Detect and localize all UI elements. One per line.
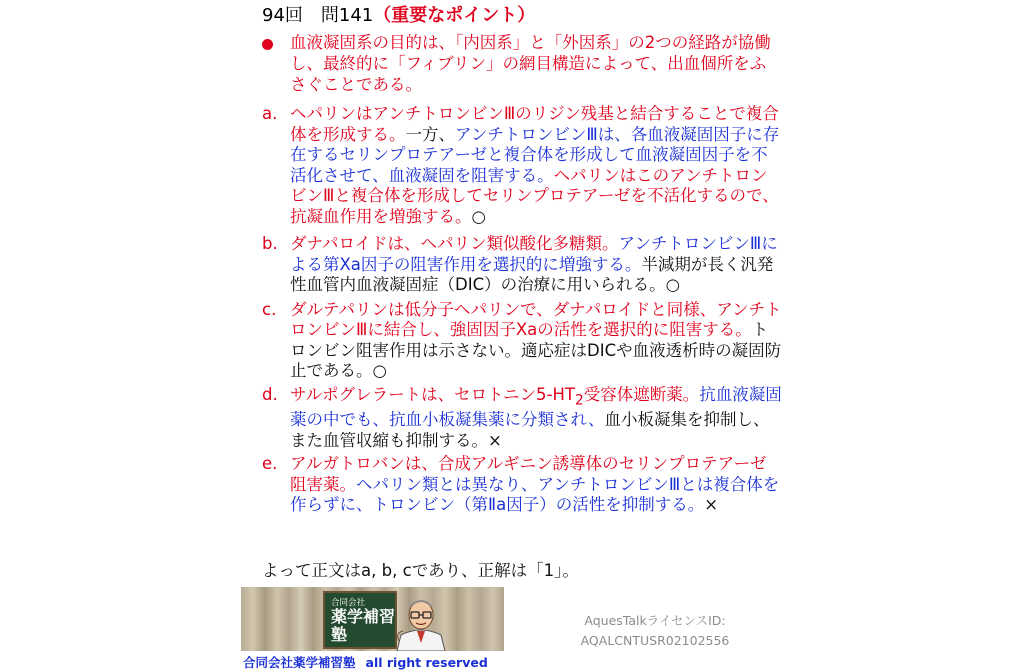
item-d-text-1b: 受容体遮断薬。 [583,384,700,404]
item-e-label: e. [262,454,278,474]
item-d-text-3: 血小板凝集を抑制し、また血管収縮も抑制する。 [290,410,770,450]
summary-bullet [262,32,782,95]
summary-text: 血液凝固系の目的は、「内因系」と「外因系」の2つの経路が協働し、最終的に「フィブリン」の網目構造によって、出血個所をふさぐことである。 [290,33,771,94]
item-c [262,300,782,382]
item-b-text-2: アンチトロンビンⅢによる第Ⅹa因子の阻害作用を選択的に増強する。 [290,234,778,274]
keypoint-label: （重要なポイント） [373,5,536,26]
board-small-text: 合同会社 [331,598,366,608]
item-a-text-4: ヘパリンはこのアンチトロンビンⅢと複合体を形成してセリンプロテアーゼを不活化するので、抗凝血作用を増強する。 [290,165,779,226]
item-b-text-1: ダナパロイドは、ヘパリン類似酸化多糖類。 [290,234,619,253]
copyright-footer [243,653,488,671]
item-d-label: d. [262,384,278,404]
item-b [262,234,782,296]
item-d [262,385,782,452]
item-e-text-1: アルガトロバンは、合成アルギニン誘導体のセリンプロテアーゼ阻害薬。 [290,454,767,494]
item-e-verdict: × [704,495,719,515]
item-e [262,454,782,516]
item-a-label: a. [262,104,278,123]
license-id: AQALCNTUSR02102556 [580,633,730,648]
item-a [262,104,782,227]
question-number: 94回 問141 [262,5,374,26]
item-c-label: c. [262,299,277,319]
item-b-body [290,234,782,296]
item-d-body [290,385,782,452]
school-banner-image [241,587,504,651]
item-e-text-2: ヘパリン類とは異なり、アンチトロンビンⅢとは複合体を作らずに、トロンビン（第Ⅱa因子）の活性を抑制する。 [290,474,780,515]
item-a-text-3: アンチトロンビンⅢは、各血液凝固因子に存在するセリンプロテアーゼと複合体を形成して血液凝固因子を不活化させて、血液凝固を阻害する。 [290,124,780,185]
item-c-body [290,300,782,382]
item-b-label: b. [262,234,278,253]
item-d-subscript: 2 [574,391,584,408]
teacher-illustration-icon [391,591,451,651]
aquestalk-license [560,611,750,651]
item-a-text-2: 一方、 [405,124,455,144]
item-d-text-1a: サルポグレラートは、セロトニン5-HT [290,384,575,404]
license-label: AquesTalkライセンスID: [584,613,726,628]
item-c-text-2: トロンビン阻害作用は示さない。適応症はDICや血液透析時の凝固防止である。 [290,320,782,380]
item-d-verdict: × [488,430,502,450]
bullet-dot-icon [262,39,273,50]
page-title [262,4,535,28]
item-c-verdict: ○ [372,361,387,380]
item-a-text-1: ヘパリンはアンチトロンビンⅢのリジン残基と結合することで複合体を形成する。 [290,104,779,144]
item-c-text-1: ダルテパリンは低分子ヘパリンで、ダナパロイドと同様、アンチトロンビンⅢに結合し、強固因子Ⅹaの活性を選択的に阻害する。 [290,299,782,339]
board-large-text: 薬学補習塾 [331,607,396,644]
item-b-text-3: 半減期が長く汎発性血管内血液凝固症（DIC）の治療に用いられる。 [290,254,774,294]
rights-text: all right reserved [365,655,488,670]
item-e-body [290,454,782,516]
company-name: 合同会社薬学補習塾 [243,655,356,670]
item-b-verdict: ○ [665,275,680,294]
item-a-body [290,104,782,227]
item-a-verdict: ○ [471,206,486,226]
chalkboard-sign [323,591,397,649]
item-d-text-2: 抗血液凝固薬の中でも、抗血小板凝集薬に分類され、 [290,384,782,430]
conclusion-text: よって正文はa, b, cであり、正解は「1」。 [262,561,579,580]
answer-items [262,104,782,516]
